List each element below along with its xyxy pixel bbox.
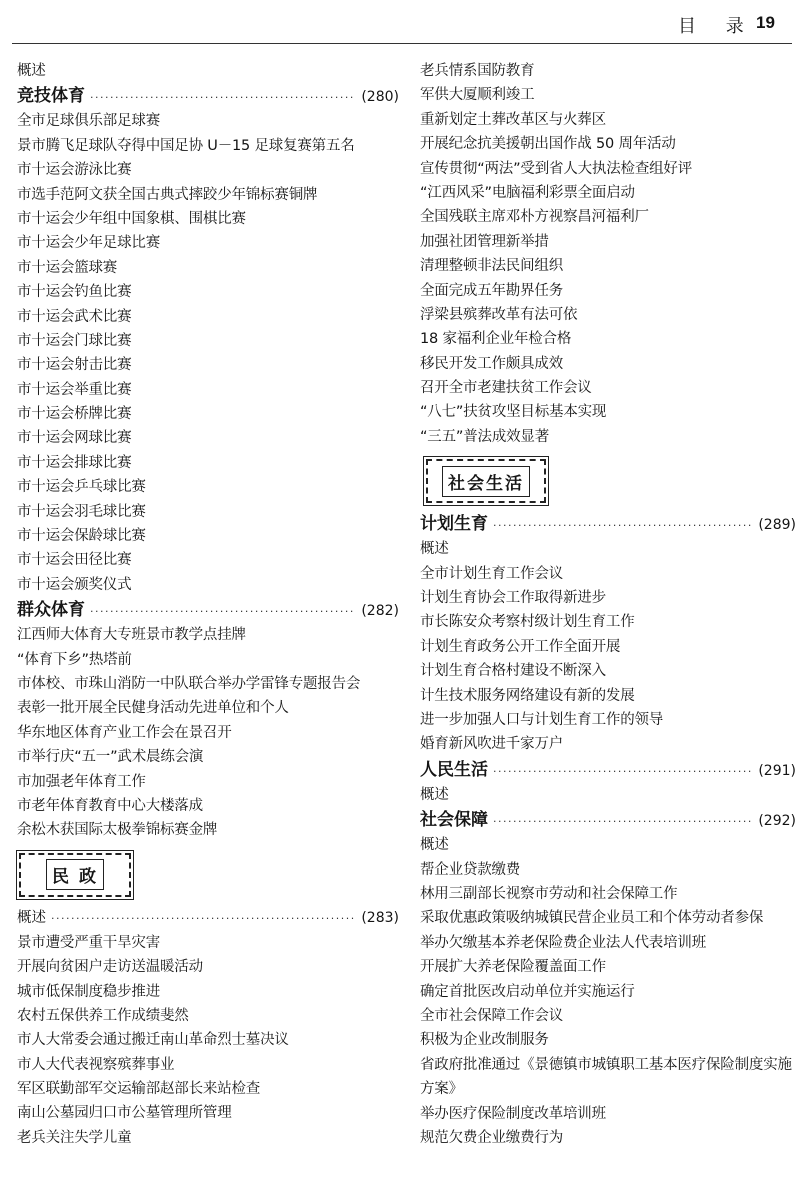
toc-list — [420, 931, 796, 1053]
toc-item[interactable]: 市十运会举重比赛 — [17, 381, 132, 398]
toc-item[interactable]: 城市低保制度稳步推进 — [17, 983, 160, 1000]
toc-list — [420, 59, 796, 449]
leader-dots — [493, 759, 753, 785]
section-page: (282) — [361, 603, 399, 620]
toc-item[interactable]: 概述 — [420, 837, 449, 854]
toc-item[interactable]: 市选手范阿文获全国古典式摔跤少年锦标赛铜牌 — [17, 186, 318, 203]
toc-list — [17, 931, 399, 1151]
toc-item[interactable]: “江西风采”电脑福利彩票全面启动 — [420, 184, 635, 201]
section-title: 竞技体育 — [17, 86, 85, 107]
page-number: 19 — [756, 13, 775, 32]
toc-item[interactable]: 全市足球俱乐部足球赛 — [17, 113, 160, 130]
toc-list — [420, 1102, 796, 1151]
toc-item[interactable]: 宣传贯彻“两法”受到省人大执法检查组好评 — [420, 160, 693, 177]
toc-item[interactable]: 计划生育合格村建设不断深入 — [420, 663, 606, 680]
leader-dots — [493, 513, 753, 539]
toc-item[interactable]: 市十运会乒乓球比赛 — [17, 479, 146, 496]
toc-item[interactable]: 江西师大体育大专班景市教学点挂牌 — [17, 627, 246, 644]
toc-section-renmin[interactable] — [420, 757, 796, 783]
toc-item[interactable]: “体育下乡”热塔前 — [17, 651, 132, 668]
toc-item[interactable]: 计划生育协会工作取得新进步 — [420, 590, 606, 607]
toc-item[interactable]: 市加强老年体育工作 — [17, 773, 146, 790]
toc-item[interactable]: 市举行庆“五一”武术晨练会演 — [17, 749, 204, 766]
chapter-title: 民 政 — [46, 859, 104, 890]
header-title: 目 录 — [678, 16, 756, 37]
toc-item[interactable]: 表彰一批开展全民健身活动先进单位和个人 — [17, 700, 289, 717]
toc-item[interactable]: 规范欠费企业缴费行为 — [420, 1129, 563, 1146]
toc-item[interactable]: 市十运会少年组中国象棋、围棋比赛 — [17, 210, 246, 227]
chapter-title: 社会生活 — [442, 466, 530, 497]
toc-item[interactable]: 概述 — [420, 786, 449, 803]
toc-item[interactable]: 计生技术服务网络建设有新的发展 — [420, 687, 635, 704]
toc-list — [420, 537, 796, 757]
toc-item[interactable]: 市十运会网球比赛 — [17, 430, 132, 447]
chapter-box-shehuishenghuo — [420, 449, 796, 511]
toc-item[interactable]: 市十运会门球比赛 — [17, 332, 132, 349]
toc-item[interactable]: 市十运会羽毛球比赛 — [17, 503, 146, 520]
toc-item[interactable]: 市十运会篮球赛 — [17, 259, 118, 276]
toc-item[interactable]: 市老年体育教育中心大楼落成 — [17, 797, 203, 814]
right-column — [420, 59, 796, 1150]
section-page: (291) — [758, 762, 796, 779]
toc-item[interactable]: 市十运会钓鱼比赛 — [17, 284, 132, 301]
toc-section-shebao[interactable] — [420, 807, 796, 833]
left-column — [17, 59, 399, 1150]
toc-item[interactable]: 召开全市老建扶贫工作会议 — [420, 380, 592, 397]
toc-item[interactable]: 市十运会桥牌比赛 — [17, 406, 132, 423]
toc-item[interactable]: 18 家福利企业年检合格 — [420, 331, 572, 348]
chapter-box-minzheng — [17, 843, 399, 905]
toc-item[interactable]: 余松木获国际太极拳锦标赛金牌 — [17, 822, 218, 839]
toc-item[interactable]: 计划生育政务公开工作全面开展 — [420, 638, 621, 655]
toc-item[interactable]: 全国残联主席邓朴方视察昌河福利厂 — [420, 209, 649, 226]
chapter-frame — [19, 853, 131, 897]
toc-item[interactable]: 开展扩大养老保险覆盖面工作 — [420, 959, 606, 976]
toc-item[interactable]: 全面完成五年勘界任务 — [420, 282, 563, 299]
chapter-frame — [426, 459, 546, 503]
leader-dots — [493, 809, 753, 835]
toc-item[interactable]: 举办欠缴基本养老保险费企业法人代表培训班 — [420, 934, 706, 951]
toc-section-gaishu[interactable] — [17, 905, 399, 931]
section-page: (292) — [758, 813, 796, 830]
toc-item[interactable]: 浮梁县殡葬改革有法可依 — [420, 306, 578, 323]
toc-item[interactable]: 市十运会游泳比赛 — [17, 162, 132, 179]
toc-item[interactable]: 移民开发工作颇具成效 — [420, 355, 563, 372]
leader-dots — [51, 906, 356, 932]
toc-item[interactable]: 林用三副部长视察市劳动和社会保障工作 — [420, 885, 678, 902]
toc-item[interactable]: 市十运会射击比赛 — [17, 357, 132, 374]
toc-section-qunzhong[interactable] — [17, 597, 399, 623]
toc-list — [17, 696, 399, 842]
toc-item[interactable]: 加强社团管理新举措 — [420, 233, 549, 250]
toc-item[interactable]: 全市社会保障工作会议 — [420, 1007, 563, 1024]
toc-item[interactable]: 市十运会保龄球比赛 — [17, 528, 146, 545]
toc-item[interactable]: 采取优惠政策吸纳城镇民营企业员工和个体劳动者参保 — [420, 910, 764, 927]
toc-item[interactable]: 军供大厦顺利竣工 — [420, 87, 535, 104]
section-page: (283) — [361, 909, 399, 926]
leader-dots — [90, 599, 356, 625]
toc-item[interactable]: 景市腾飞足球队夺得中国足协 U－15 足球复赛第五名 — [17, 137, 355, 154]
section-title: 计划生育 — [420, 514, 488, 535]
toc-item[interactable]: 清理整顿非法民间组织 — [420, 258, 563, 275]
toc-item[interactable]: 举办医疗保险制度改革培训班 — [420, 1105, 606, 1122]
section-title: 群众体育 — [17, 600, 85, 621]
section-title: 概述 — [17, 909, 46, 926]
section-page: (280) — [361, 89, 399, 106]
toc-item[interactable]: “三五”普法成效显著 — [420, 428, 550, 445]
toc-item[interactable]: 进一步加强人口与计划生育工作的领导 — [420, 711, 664, 728]
toc-section-jihua[interactable] — [420, 511, 796, 537]
toc-item[interactable]: 市十运会田径比赛 — [17, 552, 132, 569]
toc-item[interactable]: 市长陈安众考察村级计划生育工作 — [420, 614, 635, 631]
toc-item[interactable]: 开展纪念抗美援朝出国作战 50 周年活动 — [420, 136, 676, 153]
toc-item[interactable]: 帮企业贷款缴费 — [420, 861, 521, 878]
toc-item[interactable]: 景市遭受严重干旱灾害 — [17, 934, 160, 951]
toc-item[interactable]: 军区联勤部军交运输部赵部长来站检查 — [17, 1081, 261, 1098]
section-title: 社会保障 — [420, 810, 488, 831]
toc-item[interactable]: 省政府批准通过《景德镇市城镇职工基本医疗保险制度实施方案》 — [420, 1056, 792, 1098]
section-title: 人民生活 — [420, 759, 488, 780]
toc-section-jingji[interactable] — [17, 83, 399, 109]
toc-item[interactable]: 市体校、市珠山消防一中队联合举办学雷锋专题报告会 — [17, 675, 361, 692]
leader-dots — [90, 85, 356, 111]
toc-item[interactable]: 确定首批医改启动单位并实施运行 — [420, 983, 635, 1000]
toc-item[interactable]: 市十运会排球比赛 — [17, 454, 132, 471]
toc-item[interactable]: 市十运会少年足球比赛 — [17, 235, 160, 252]
toc-item[interactable]: 市人大常委会通过搬迁南山革命烈士墓决议 — [17, 1032, 289, 1049]
toc-item[interactable]: 重新划定土葬改革区与火葬区 — [420, 111, 606, 128]
toc-item[interactable]: 积极为企业改制服务 — [420, 1032, 549, 1049]
toc-item[interactable]: 市十运会颁奖仪式 — [17, 576, 132, 593]
toc-item[interactable]: 市十运会武术比赛 — [17, 308, 132, 325]
toc-list — [420, 783, 796, 807]
section-page: (289) — [758, 517, 796, 534]
toc-item[interactable]: 开展向贫困户走访送温暖活动 — [17, 959, 203, 976]
toc-item[interactable]: 老兵关注失学儿童 — [17, 1129, 132, 1146]
toc-item[interactable]: 市人大代表视察殡葬事业 — [17, 1056, 175, 1073]
toc-list — [17, 623, 399, 672]
toc-item[interactable]: 全市计划生育工作会议 — [420, 565, 563, 582]
toc-item[interactable]: 南山公墓园归口市公墓管理所管理 — [17, 1105, 232, 1122]
toc-item[interactable]: 婚育新风吹进千家万户 — [420, 736, 563, 753]
toc-list — [420, 833, 796, 906]
toc-list — [17, 109, 399, 597]
toc-item[interactable]: 农村五保供养工作成绩斐然 — [17, 1007, 189, 1024]
toc-item[interactable]: 华东地区体育产业工作会在景召开 — [17, 724, 232, 741]
page-header — [0, 0, 800, 46]
toc-item[interactable]: “八七”扶贫攻坚目标基本实现 — [420, 404, 607, 421]
header-rule — [12, 43, 792, 44]
toc-item[interactable]: 概述 — [420, 541, 449, 558]
toc-item[interactable]: 老兵情系国防教育 — [420, 63, 535, 79]
toc-item[interactable]: 概述 — [17, 63, 46, 79]
